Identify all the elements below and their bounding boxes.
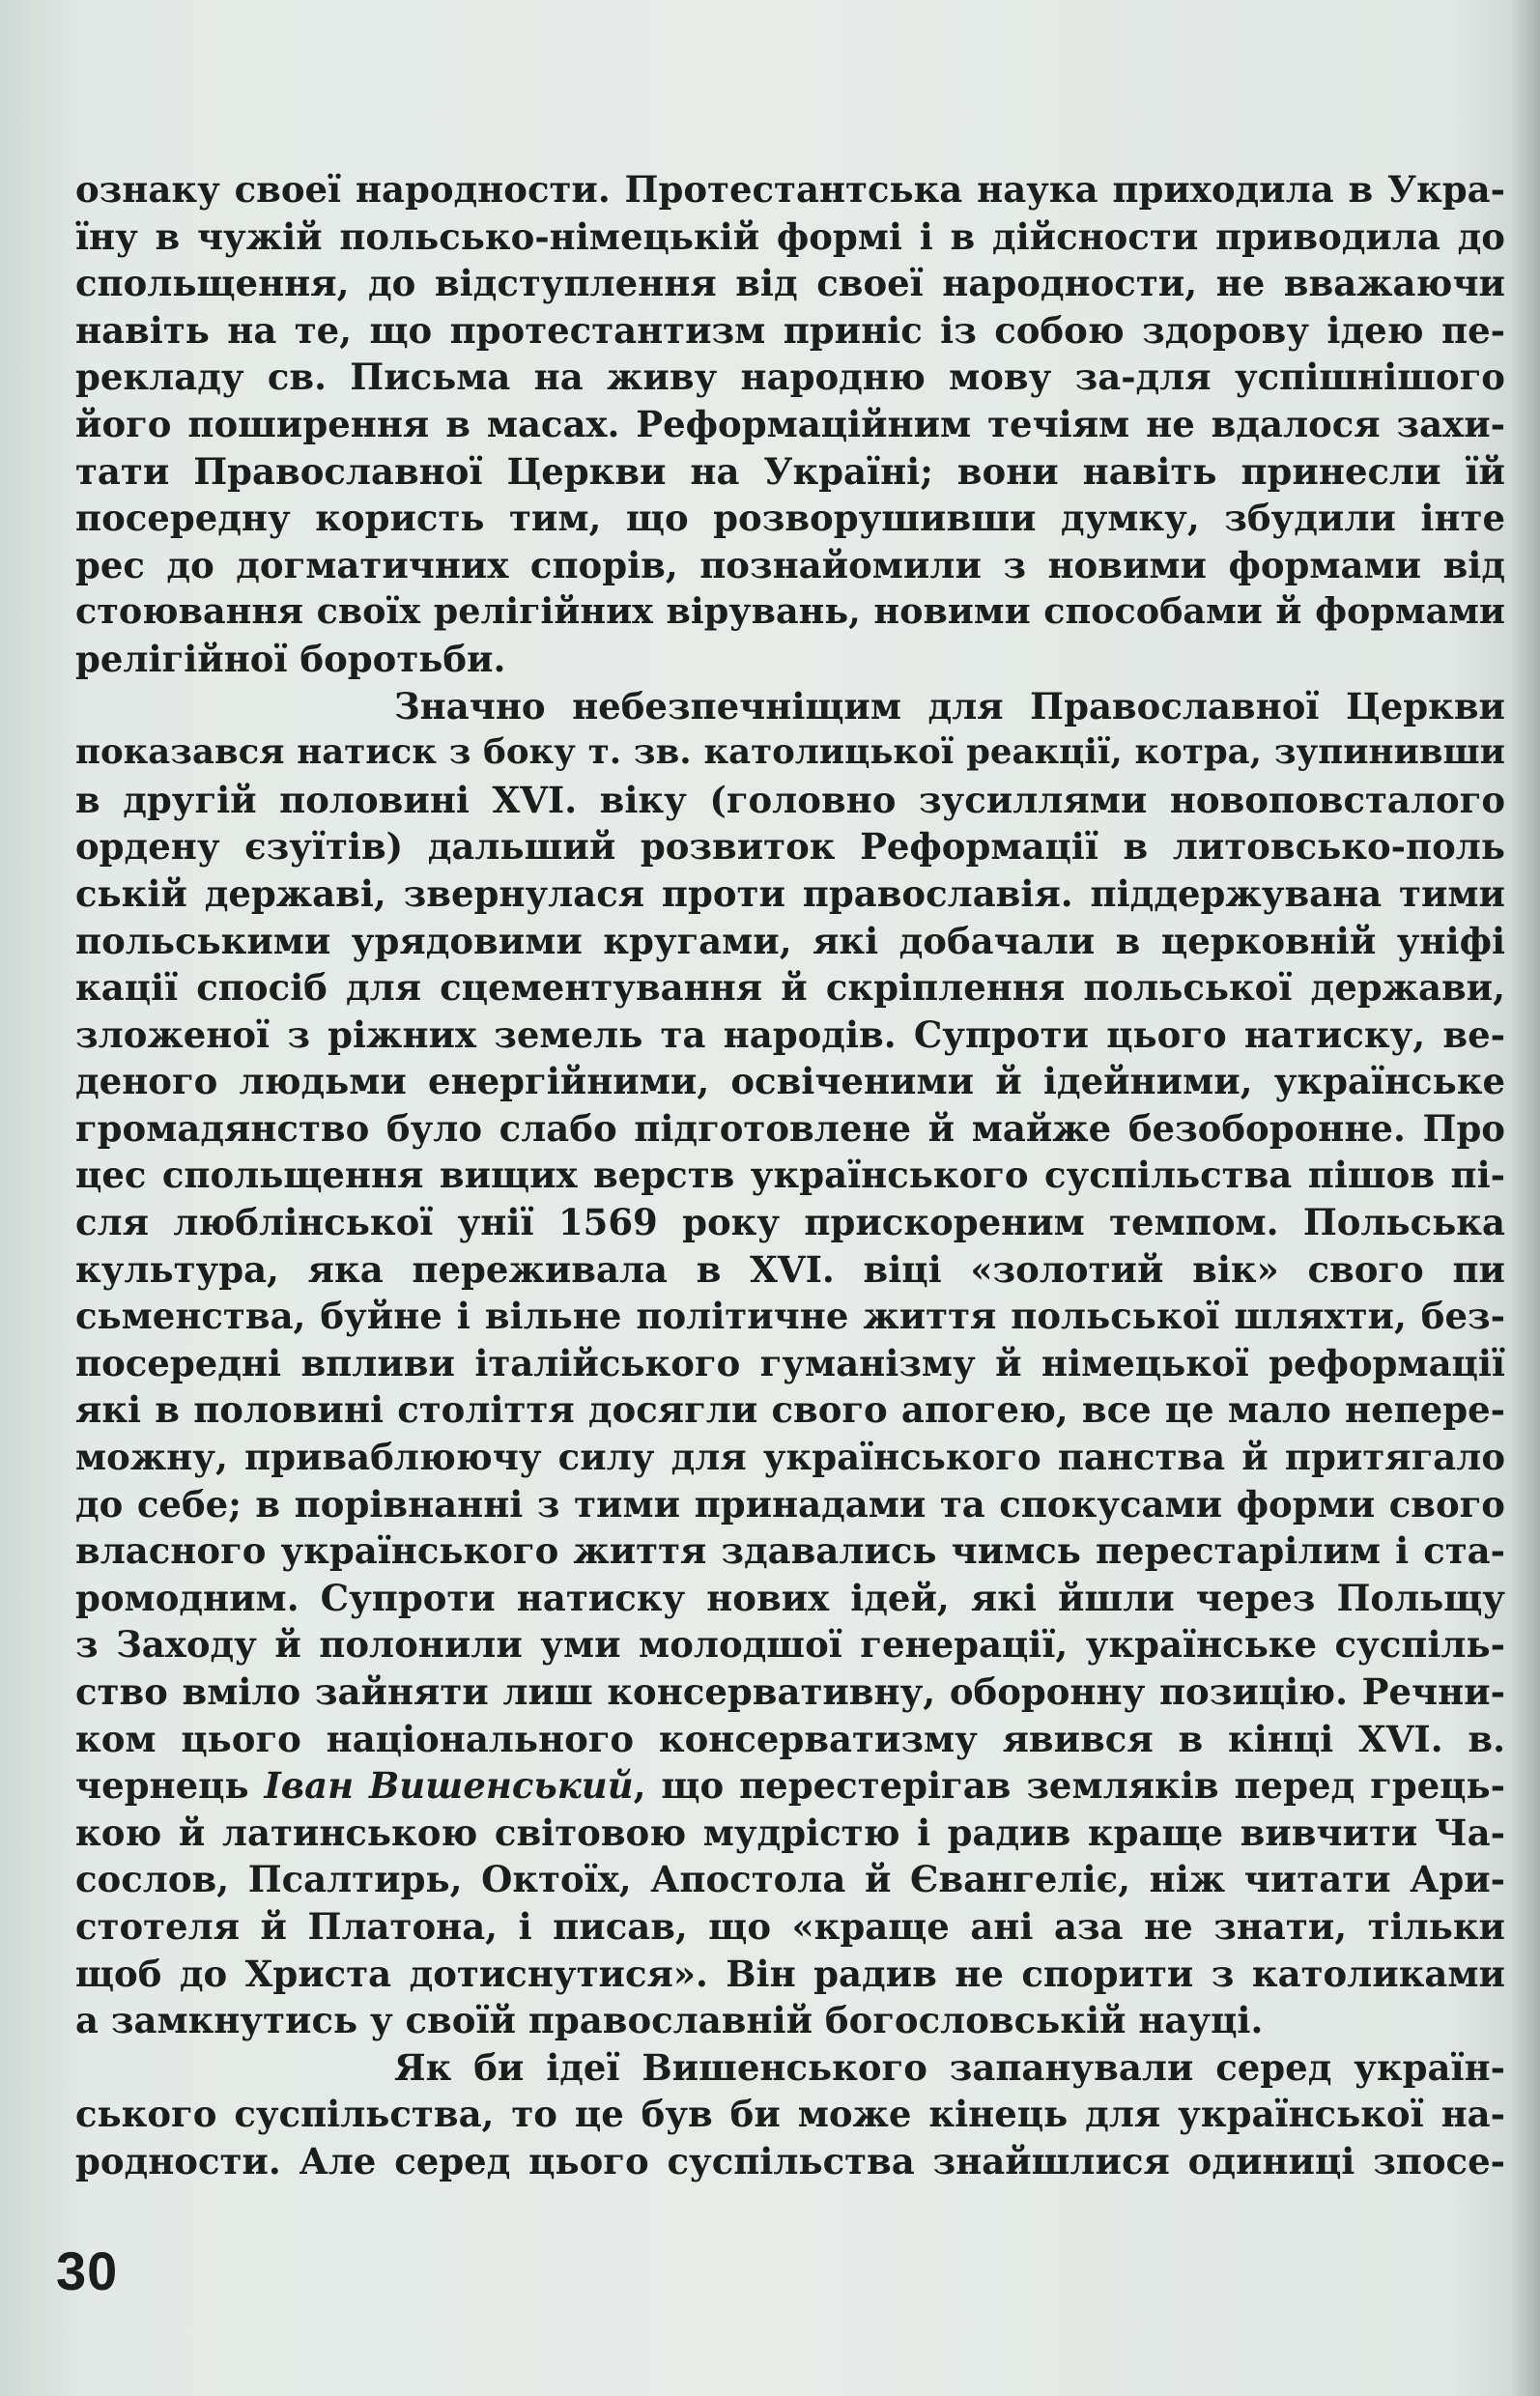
text-line: сьменства, буйне і вільне політичне життя польської шляхти, без- — [75, 1295, 1505, 1338]
text-line: рес до догматичних спорів, познайомили з новими формами від — [75, 543, 1505, 586]
text-line: ство вміло зайняти лиш консервативну, оборонну позицію. Речни- — [75, 1670, 1505, 1713]
text-line: сля люблінської унії 1569 року прискореним темпом. Польська — [75, 1201, 1505, 1244]
text-line: можну, приваблюючу силу для українського панства й притягало — [75, 1436, 1505, 1479]
text-line: ській державі, звернулася проти православія. піддержувана тими — [75, 871, 1505, 915]
text-line: показався натиск з боку т. зв. католицької реакції, котра, зупинивши — [75, 732, 1505, 773]
text-line: релігійної боротьби. — [75, 637, 506, 680]
text-line: сослов, Псалтирь, Октоїх, Апостола й Євангеліє, ніж читати Ари- — [75, 1858, 1505, 1901]
italic-name: Іван Вишенський — [264, 1764, 634, 1808]
text-line: деного людьми енергійними, освіченими й ідейними, українське — [75, 1060, 1505, 1103]
text-line: стотеля й Платона, і писав, що «краще ані аза не знати, тільки — [75, 1904, 1505, 1948]
text-line: Значно небезпечніщим для Православної Церкви — [394, 684, 1505, 727]
text-line: кації спосіб для сцементування й скріплення польської держави, — [75, 966, 1505, 1010]
text-line: які в половині століття досягли свого апогею, все це мало непере- — [75, 1388, 1505, 1432]
text-line: родности. Але серед цього суспільства знайшлися одиниці зпосе- — [75, 2139, 1505, 2182]
page-number: 30 — [56, 2240, 119, 2301]
text-line: ромодним. Супроти натиску нових ідей, які йшли через Польщу — [75, 1576, 1505, 1619]
text-line: рекладу св. Письма на живу народню мову за-для успішнішого — [75, 356, 1505, 399]
text-line: тати Православної Церкви на Україні; вони навіть принесли їй — [75, 449, 1505, 493]
text-line: з Заходу й полонили уми молодшої генерації, українське суспіль- — [75, 1623, 1505, 1667]
text-line: громадянство було слабо підготовлене й майже безоборонне. Про — [75, 1106, 1505, 1150]
text-line: культура, яка переживала в XVI. віці «золотий вік» свого пи — [75, 1247, 1505, 1291]
text-line: щоб до Христа дотиснутися». Він радив не спорити з католиками — [75, 1952, 1505, 1995]
text-line: посередні впливи італійського гуманізму й німецької реформації — [75, 1341, 1505, 1384]
page-edge-shadow — [1511, 0, 1540, 2396]
text-line: навіть на те, що протестантизм приніс із собою здорову ідею пе- — [75, 308, 1505, 352]
text-line: а замкнутись у своїй православній богословській науці. — [75, 1999, 1264, 2042]
text-line: їну в чужій польсько-німецькій формі і в дійсности приводила до — [75, 214, 1505, 258]
text-line: ського суспільства, то це був би може кінець для української на- — [75, 2093, 1505, 2136]
text-line: власного українського життя здавались чимсь перестарілим і ста- — [75, 1529, 1505, 1573]
text-line: ордену єзуїтів) дальший розвиток Реформації в литовсько-поль — [75, 825, 1505, 869]
text-line: спольщення, до відступлення від своеї народности, не вважаючи — [75, 262, 1505, 305]
text-line: в другій половині XVI. віку (головно зусиллями новоповсталого — [75, 778, 1505, 821]
text-line — [75, 1762, 1505, 1810]
body-text — [75, 166, 1505, 2185]
text-line: стоювання своїх релігійних вірувань, новими способами й формами — [75, 590, 1505, 633]
text-line: ознаку своеї народности. Протестантська наука приходила в Укра- — [75, 168, 1505, 211]
text-segment: чернець — [75, 1764, 265, 1808]
text-line: до себе; в порівнанні з тими принадами та спокусами форми свого — [75, 1482, 1505, 1526]
text-line: посередну користь тим, що розворушивши думку, збудили інте — [75, 497, 1505, 540]
text-line: кою й латинською світовою мудрістю і радив краще вивчити Ча- — [75, 1811, 1505, 1854]
text-line: польськими урядовими кругами, які добачали в церковній уніфі — [75, 919, 1505, 962]
text-line: його поширення в масах. Реформаційним течіям не вдалося захи- — [75, 402, 1505, 445]
text-segment: , що перестерігав земляків перед грець- — [633, 1764, 1505, 1808]
text-line: цес спольщення вищих верств українського суспільства пішов пі- — [75, 1154, 1505, 1197]
text-line: Як би ідеї Вишенського запанували серед україн- — [394, 2045, 1505, 2089]
text-line: ком цього національного консерватизму явився в кінці XVI. в. — [75, 1717, 1505, 1760]
text-line: зложеної з ріжних земель та народів. Супроти цього натиску, ве- — [75, 1013, 1505, 1056]
